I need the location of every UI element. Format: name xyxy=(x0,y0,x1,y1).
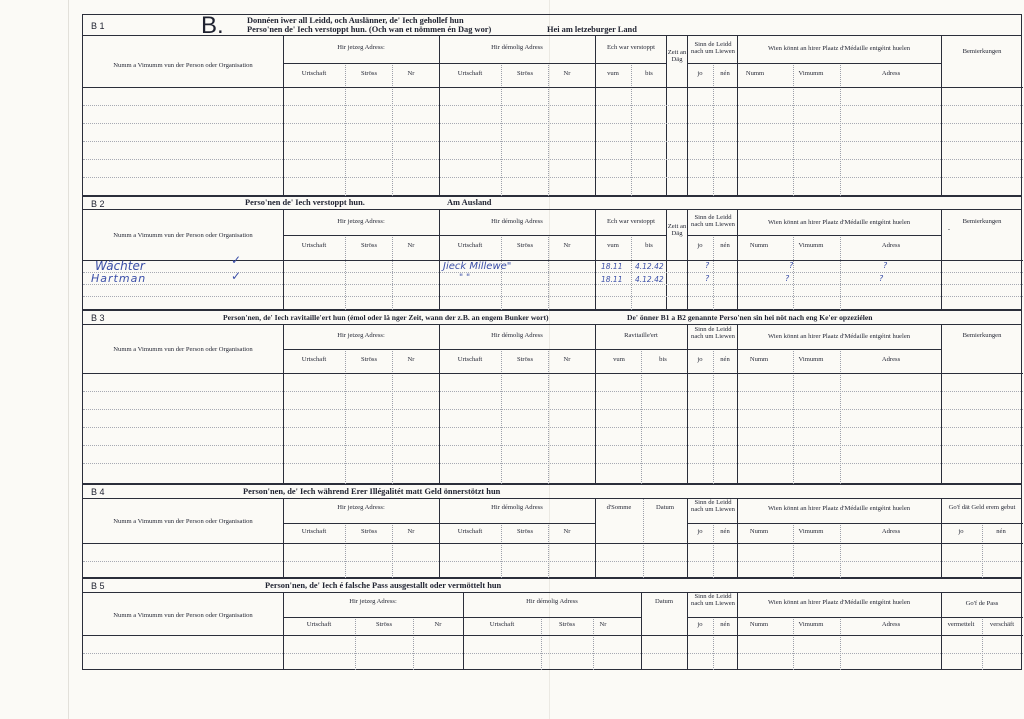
section-id: B 1 xyxy=(91,21,105,31)
medal-header: Wien könnt an hirer Plaatz d'Médaille entgéint huelen xyxy=(767,505,911,512)
row-rule xyxy=(83,105,1023,106)
column-rule xyxy=(941,36,942,196)
medal-header: Wien könnt an hirer Plaatz d'Médaille entgéint huelen xyxy=(767,333,911,340)
former-address-header: Hir démolig Adress xyxy=(491,332,543,339)
street-header: Ströss xyxy=(360,356,378,363)
column-rule xyxy=(283,36,284,196)
column-rule xyxy=(737,36,738,196)
section-id: B 4 xyxy=(91,487,105,497)
place-header: Urtschaft xyxy=(489,621,515,628)
no-header: nén xyxy=(720,356,730,363)
row-rule xyxy=(83,87,1023,88)
place-header: Urtschaft xyxy=(301,70,327,77)
column-rule xyxy=(687,593,688,670)
medal-header: Wien könnt an hirer Plaatz d'Médaille entgéint huelen xyxy=(767,45,911,52)
page-edge-line xyxy=(68,0,69,719)
entry-name: Wächter xyxy=(95,259,145,273)
number-header: Nr xyxy=(407,242,415,249)
column-rule xyxy=(641,593,642,670)
row-rule xyxy=(687,63,941,64)
entry-medal-address: ? xyxy=(879,274,884,283)
pass-header: Go'f de Pass xyxy=(965,600,999,607)
medal-address-header: Adress xyxy=(881,70,901,77)
row-rule xyxy=(283,617,641,618)
row-rule xyxy=(687,617,1023,618)
medal-name-header: Numm xyxy=(749,242,769,249)
column-rule xyxy=(541,617,542,670)
entry-name: Hartman xyxy=(91,272,147,285)
street-header: Ströss xyxy=(375,621,393,628)
name-header: Numm a Vimumm vun der Person oder Organisation xyxy=(113,612,253,619)
alive-header: Sinn de Leidd nach um Liewen xyxy=(691,593,735,608)
medal-name-header: Numm xyxy=(749,621,769,628)
former-address-header: Hir démolig Adress xyxy=(491,44,543,51)
yes-header: jo xyxy=(697,528,703,535)
column-rule xyxy=(501,523,502,578)
number-header: Nr xyxy=(563,528,571,535)
section-letter: B. xyxy=(201,12,224,39)
column-rule xyxy=(687,36,688,196)
entry-alive: ? xyxy=(705,274,710,283)
column-rule xyxy=(982,617,983,670)
entry-from: 18.11 xyxy=(601,262,623,271)
row-rule xyxy=(83,409,1023,410)
days-header: Zeit an Däg xyxy=(667,49,687,64)
to-header: bis xyxy=(645,242,653,249)
to-header: bis xyxy=(645,70,653,77)
section-b2 xyxy=(82,196,1022,310)
section-b5 xyxy=(82,578,1022,670)
row-rule xyxy=(283,523,595,524)
entry-address: " " xyxy=(459,273,471,283)
no-header: nén xyxy=(720,242,730,249)
column-rule xyxy=(593,617,594,670)
column-rule xyxy=(283,593,284,670)
issued-header: vermettelt xyxy=(947,621,975,628)
medal-address-header: Adress xyxy=(881,621,901,628)
to-header: bis xyxy=(659,356,667,363)
street-header: Ströss xyxy=(558,621,576,628)
section-title: Person'nen, de' Iech ravitaille'ert hun (émol oder lä nger Zeit, wann der z.B. an engem Bunker wort) xyxy=(223,313,549,322)
street-header: Ströss xyxy=(360,242,378,249)
row-rule xyxy=(83,653,1023,654)
hidden-header: Ech war verstoppt xyxy=(607,44,655,51)
check-mark: ✓ xyxy=(231,253,242,267)
row-rule xyxy=(283,235,667,236)
section-title-right: Hei am letzeburger Land xyxy=(547,25,637,34)
section-b3-titlebar xyxy=(83,311,1021,325)
row-rule xyxy=(687,523,1023,524)
section-b4 xyxy=(82,484,1022,578)
section-b2-titlebar xyxy=(83,197,1021,210)
name-header: Numm a Vimumm vun der Person oder Organisation xyxy=(113,62,253,69)
current-address-header: Hir jetzeg Adress: xyxy=(337,504,385,511)
entry-medal-name: ? xyxy=(789,261,794,270)
form-sheet xyxy=(82,14,1022,675)
number-header: Nr xyxy=(563,242,571,249)
medal-firstname-header: Vimumm xyxy=(798,621,824,628)
section-title: Perso'nen de' Iech verstoppt hun. (Och wan et nömmen én Dag wor) xyxy=(247,25,492,34)
medal-firstname-header: Vimumm xyxy=(798,528,824,535)
column-rule xyxy=(595,499,596,578)
section-b1 xyxy=(82,14,1022,196)
from-header: vum xyxy=(607,70,619,77)
days-header: Zeit an Däg xyxy=(667,223,687,238)
no-header: nén xyxy=(720,70,730,77)
section-title-right: Am Ausland xyxy=(447,198,492,207)
entry-alive: ? xyxy=(705,261,710,270)
row-rule xyxy=(83,445,1023,446)
street-header: Ströss xyxy=(360,70,378,77)
column-rule xyxy=(713,617,714,670)
medal-address-header: Adress xyxy=(881,356,901,363)
row-rule xyxy=(687,235,941,236)
sum-header: d'Somme xyxy=(606,504,632,511)
section-b4-titlebar xyxy=(83,485,1021,499)
street-header: Ströss xyxy=(516,528,534,535)
street-header: Ströss xyxy=(516,242,534,249)
place-header: Urtschaft xyxy=(457,242,483,249)
name-header: Numm a Vimumm vun der Person oder Organisation xyxy=(113,346,253,353)
date-header: Datum xyxy=(655,598,673,605)
medal-name-header: Numm xyxy=(749,528,769,535)
alive-header: Sinn de Leidd nach um Liewen xyxy=(691,499,735,514)
current-address-header: Hir jetzeg Adress: xyxy=(337,218,385,225)
column-rule xyxy=(713,523,714,578)
number-header: Nr xyxy=(563,70,571,77)
place-header: Urtschaft xyxy=(301,356,327,363)
column-rule xyxy=(737,593,738,670)
place-header: Urtschaft xyxy=(301,242,327,249)
yes-header: jo xyxy=(697,242,703,249)
medal-address-header: Adress xyxy=(881,242,901,249)
row-rule xyxy=(83,123,1023,124)
street-header: Ströss xyxy=(516,70,534,77)
column-rule xyxy=(283,499,284,578)
check-mark: ✓ xyxy=(231,269,242,283)
medal-name-header: Numm xyxy=(749,356,769,363)
column-rule xyxy=(548,523,549,578)
name-header: Numm a Vimumm vun der Person oder Organisation xyxy=(113,232,253,239)
column-rule xyxy=(439,36,440,196)
medal-header: Wien könnt an hirer Plaatz d'Médaille entgéint huelen xyxy=(767,599,911,606)
section-title: Donnéen iwer all Leidd, och Auslänner, de' Iech gehollef hun xyxy=(247,16,464,25)
entry-from: 18.11 xyxy=(601,275,623,284)
column-rule xyxy=(595,36,596,196)
alive-header: Sinn de Leidd nach um Liewen xyxy=(691,326,735,341)
column-rule xyxy=(439,499,440,578)
place-header: Urtschaft xyxy=(306,621,332,628)
row-rule xyxy=(83,427,1023,428)
number-header: Nr xyxy=(407,356,415,363)
row-rule xyxy=(83,296,1023,297)
yes-header: jo xyxy=(697,70,703,77)
column-rule xyxy=(982,523,983,578)
name-header: Numm a Vimumm vun der Person oder Organisation xyxy=(113,518,253,525)
alive-header: Sinn de Leidd nach um Liewen xyxy=(691,41,735,56)
row-rule xyxy=(83,543,1023,544)
section-b1-titlebar xyxy=(83,12,1021,39)
street-header: Ströss xyxy=(516,356,534,363)
column-rule xyxy=(840,523,841,578)
place-header: Urtschaft xyxy=(457,70,483,77)
row-rule xyxy=(83,561,1023,562)
column-rule xyxy=(941,325,942,484)
remarks-header: Bemierkungen xyxy=(962,218,1002,225)
row-rule xyxy=(687,349,941,350)
row-rule xyxy=(83,635,1023,636)
section-title: Person'nen, de' Iech während Erer Illégalitét matt Geld önnerstötzt hun xyxy=(243,487,501,496)
street-header: Ströss xyxy=(360,528,378,535)
repaid-header: Go'f dät Geld erem gebut xyxy=(948,504,1016,511)
row-rule xyxy=(283,349,687,350)
column-rule xyxy=(463,593,464,670)
section-title: Perso'nen de' Iech verstoppt hun. xyxy=(245,198,365,207)
number-header: Nr xyxy=(407,70,415,77)
medal-firstname-header: Vimumm xyxy=(798,356,824,363)
entry-medal-name: ? xyxy=(785,274,790,283)
remarks-header: Bemierkungen xyxy=(962,332,1002,339)
hidden-header: Ech war verstoppt xyxy=(607,218,655,225)
from-header: vum xyxy=(607,242,619,249)
number-header: Nr xyxy=(407,528,415,535)
row-rule xyxy=(83,159,1023,160)
column-rule xyxy=(355,617,356,670)
date-header: Datum xyxy=(656,504,674,511)
entry-address: Jieck Millewe" xyxy=(443,261,512,272)
medal-address-header: Adress xyxy=(881,528,901,535)
current-address-header: Hir jetzeg Adress: xyxy=(337,44,385,51)
section-b3 xyxy=(82,310,1022,484)
entry-to: 4.12.42 xyxy=(635,262,664,271)
section-title-right: De' önner B1 a B2 genannte Perso'nen sin hei nöt nach eng Ke'er opzeziélen xyxy=(627,313,873,322)
no-header: nén xyxy=(720,621,730,628)
remarks-header: Bemierkungen xyxy=(962,48,1002,55)
yes-header: jo xyxy=(697,621,703,628)
row-rule xyxy=(83,141,1023,142)
row-rule xyxy=(83,391,1023,392)
row-rule xyxy=(83,463,1023,464)
column-rule xyxy=(392,523,393,578)
column-rule xyxy=(413,617,414,670)
no-header: nén xyxy=(720,528,730,535)
number-header: Nr xyxy=(599,621,607,628)
row-rule xyxy=(83,272,1023,273)
row-rule xyxy=(83,260,1023,261)
number-header: Nr xyxy=(563,356,571,363)
arranged-header: verschäft xyxy=(989,621,1015,628)
place-header: Urtschaft xyxy=(301,528,327,535)
place-header: Urtschaft xyxy=(457,528,483,535)
current-address-header: Hir jetzeg Adress: xyxy=(349,598,397,605)
former-address-header: Hir démolig Adress xyxy=(491,218,543,225)
row-rule xyxy=(83,177,1023,178)
alive-header: Sinn de Leidd nach um Liewen xyxy=(691,214,735,229)
column-rule xyxy=(793,617,794,670)
former-address-header: Hir démolig Adress xyxy=(491,504,543,511)
row-rule xyxy=(83,373,1023,374)
column-rule xyxy=(737,499,738,578)
entry-to: 4.12.42 xyxy=(635,275,664,284)
yes-header: jo xyxy=(958,528,964,535)
place-header: Urtschaft xyxy=(457,356,483,363)
section-id: B 2 xyxy=(91,199,105,209)
medal-header: Wien könnt an hirer Plaatz d'Médaille entgéint huelen xyxy=(767,219,911,226)
former-address-header: Hir démolig Adress xyxy=(526,598,578,605)
column-rule xyxy=(643,499,644,578)
column-rule xyxy=(345,523,346,578)
column-rule xyxy=(687,499,688,578)
section-title: Person'nen, de' Iech é falsche Pass ausgestallt oder vermöttelt hun xyxy=(265,581,502,590)
medal-firstname-header: Vimumm xyxy=(798,242,824,249)
number-header: Nr xyxy=(434,621,442,628)
column-rule xyxy=(840,617,841,670)
row-rule xyxy=(83,284,1023,285)
section-b5-titlebar xyxy=(83,579,1021,593)
remarks-mark: - xyxy=(947,226,951,233)
row-rule xyxy=(283,63,667,64)
yes-header: jo xyxy=(697,356,703,363)
medal-firstname-header: Vimumm xyxy=(798,70,824,77)
section-id: B 5 xyxy=(91,581,105,591)
current-address-header: Hir jetzeg Adress: xyxy=(337,332,385,339)
supply-header: Ravitaille'ert xyxy=(624,332,658,339)
from-header: vum xyxy=(613,356,625,363)
entry-medal-address: ? xyxy=(883,261,888,270)
column-rule xyxy=(941,499,942,578)
column-rule xyxy=(793,523,794,578)
medal-name-header: Numm xyxy=(745,70,765,77)
column-rule xyxy=(941,593,942,670)
no-header: nén xyxy=(996,528,1006,535)
section-id: B 3 xyxy=(91,313,105,323)
